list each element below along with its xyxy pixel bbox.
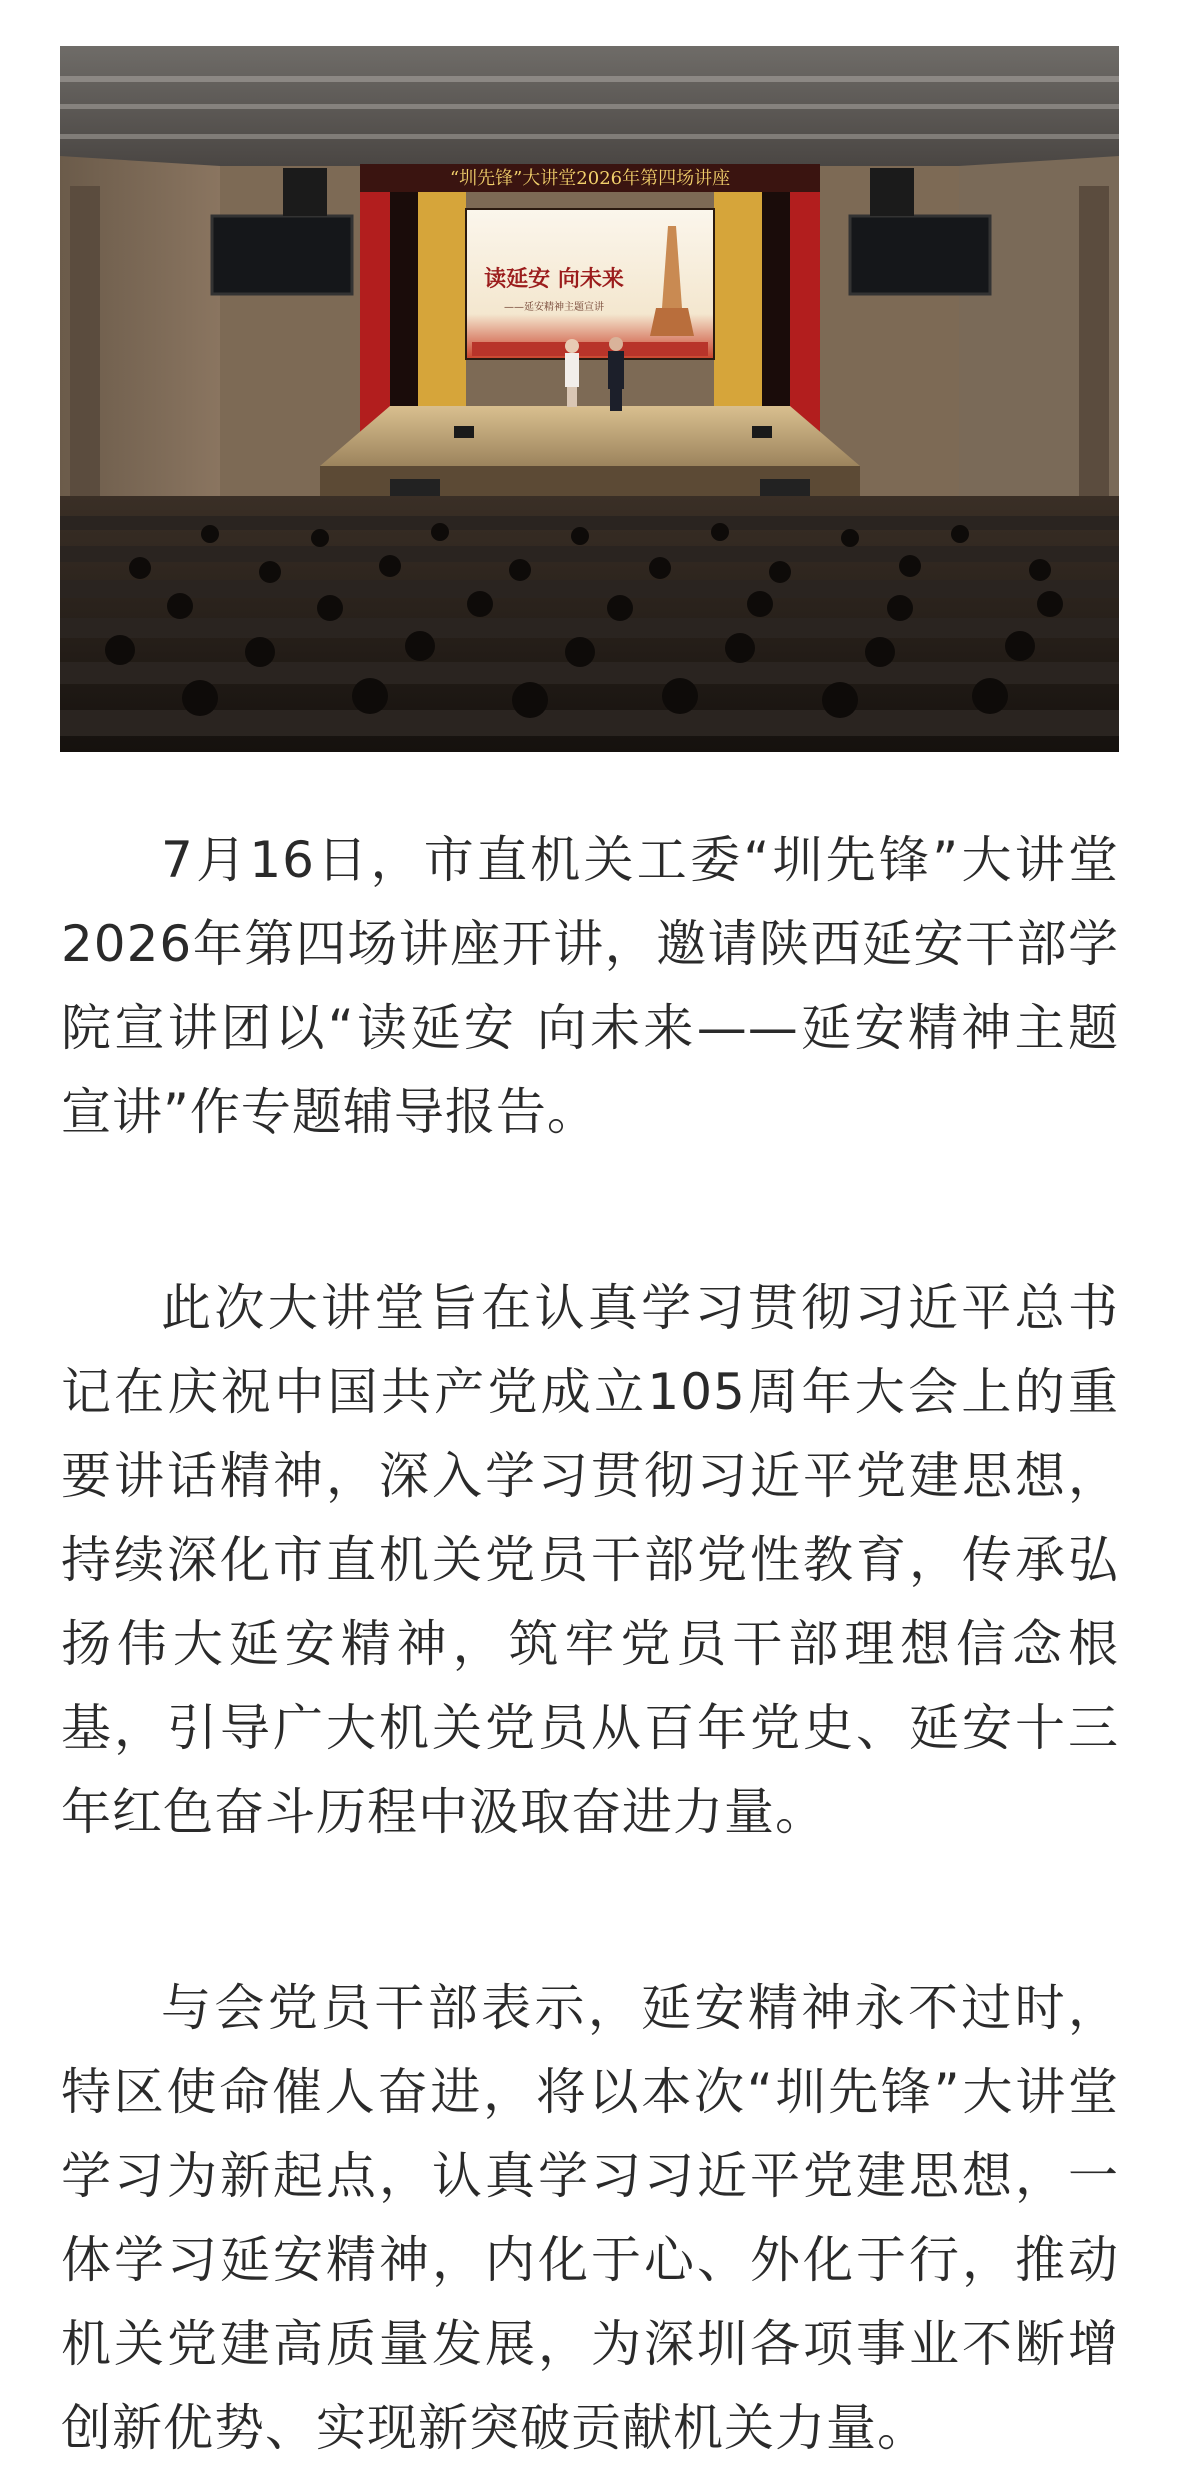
paragraph-purpose: 此次大讲堂旨在认真学习贯彻习近平总书记在庆祝中国共产党成立105周年大会上的重要讲话精神，深入学习贯彻习近平党建思想，持续深化市直机关党员干部党性教育，传承弘扬伟大延安精神，筑牢党员干部理想信念根基，引导广大机关党员从百年党史、延安十三年红色奋斗历程中汲取奋进力量。 [61, 1279, 1119, 1841]
screen-title: 读延安 向未来 [484, 267, 624, 292]
screen-subtitle: ——延安精神主题宣讲 [504, 302, 604, 313]
stage-banner-text: “圳先锋”大讲堂2026年第四场讲座 [449, 168, 731, 189]
paragraph-response: 与会党员干部表示，延安精神永不过时，特区使命催人奋进，将以本次“圳先锋”大讲堂学习为新起点，认真学习习近平党建思想，一体学习延安精神，内化于心、外化于行，推动机关党建高质量发展，为深圳各项事业不断增创新优势、实现新突破贡献机关力量。 [61, 1979, 1119, 2457]
lecture-hall-photo [60, 46, 1119, 752]
lecture-hall-illustration [60, 46, 1119, 752]
article-body [61, 818, 1119, 2470]
paragraph-intro: 7月16日，市直机关工委“圳先锋”大讲堂2026年第四场讲座开讲，邀请陕西延安干部学院宣讲团以“读延安 向未来——延安精神主题宣讲”作专题辅导报告。 [61, 831, 1119, 1141]
